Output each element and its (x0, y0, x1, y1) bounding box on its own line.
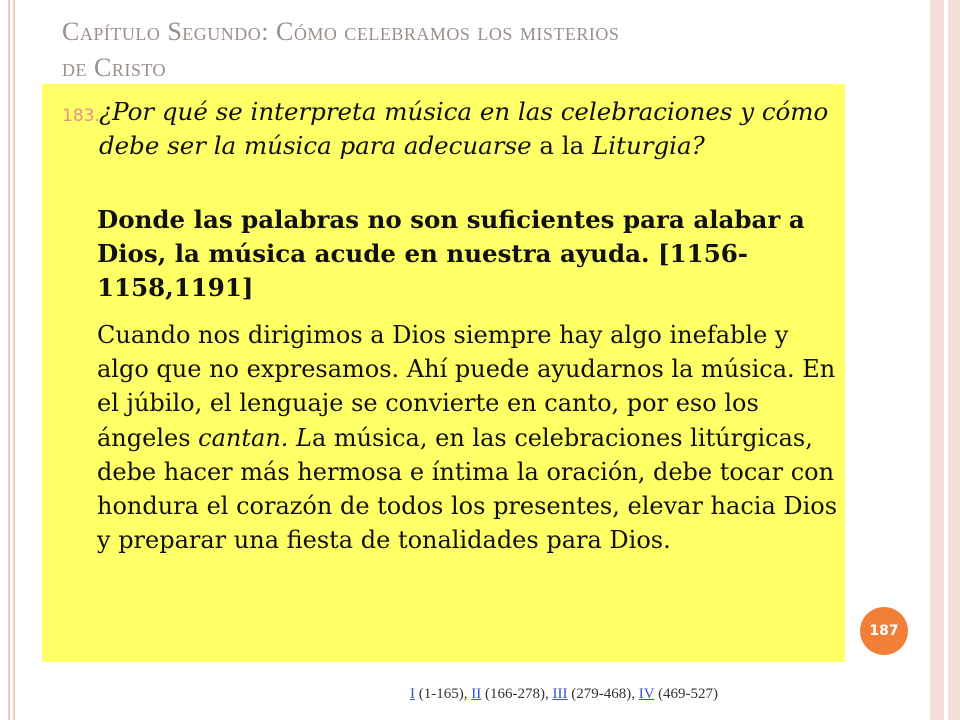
footer-range-iii: (279-468), (567, 686, 639, 702)
footer-link-iv[interactable]: IV (638, 686, 655, 702)
footer-link-i[interactable]: I (410, 686, 415, 702)
title-line-2: de Cristo (62, 53, 167, 82)
answer-body (97, 318, 842, 557)
question-number: 183. (62, 106, 100, 126)
question-part-1: ¿Por qué se interpreta música en las celebraciones y cómo debe ser la música para adecuarse (99, 97, 829, 160)
question-part-3: Liturgia? (592, 131, 705, 160)
left-rule-inner (13, 0, 15, 720)
question-part-2: a la (531, 131, 592, 160)
body-text-1: Cuando nos dirigimos a Dios siempre hay algo inefable y algo que no expresamos. Ahí puede ayudarnos la música. En el júbilo, el lenguaje se convierte en canto, por eso los ángeles (97, 321, 836, 452)
slide-title (62, 14, 862, 86)
right-rule-gap (944, 0, 948, 720)
footer-range-iv: (469-527) (654, 686, 719, 702)
title-line-1: Capítulo Segundo: Cómo celebramos los misterios (62, 17, 620, 46)
footer-link-iii[interactable]: III (552, 686, 568, 702)
body-text-2: a música, en las celebraciones litúrgicas, debe hacer más hermosa e íntima la oración, debe tocar con hondura el corazón de todos los presentes, elevar hacia Dios y preparar una fiesta de tonalidades para Dios. (97, 423, 838, 555)
footer-links (410, 686, 718, 703)
left-rule (8, 0, 10, 720)
page-number-badge: 187 (860, 607, 908, 655)
question-text (99, 95, 839, 163)
footer-range-ii: (166-278), (481, 686, 553, 702)
footer-range-i: (1-165), (415, 686, 472, 702)
answer-lead: Donde las palabras no son suficientes para alabar a Dios, la música acude en nuestra ayuda. [1156-1158,1191] (97, 205, 805, 302)
body-italic: cantan. L (198, 423, 312, 452)
footer-link-ii[interactable]: II (471, 686, 482, 702)
